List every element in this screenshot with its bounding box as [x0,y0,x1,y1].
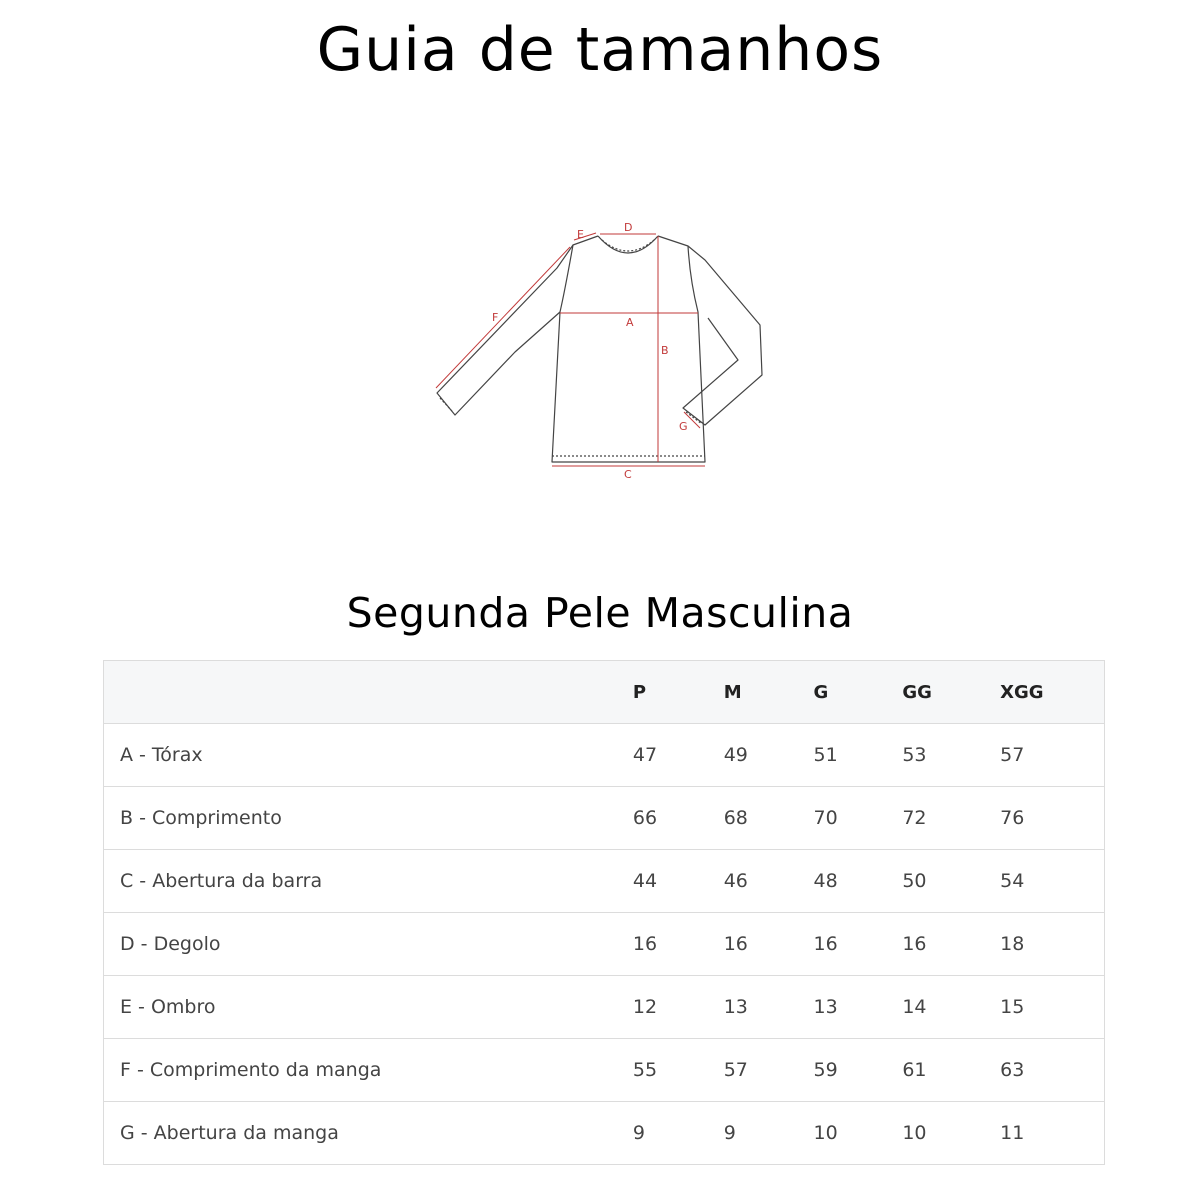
cell-value: 10 [814,1102,903,1165]
cell-value: 53 [902,724,1000,787]
cell-value: 76 [1000,787,1104,850]
cell-value: 9 [724,1102,814,1165]
cell-value: 70 [814,787,903,850]
cell-value: 50 [902,850,1000,913]
cell-value: 14 [902,976,1000,1039]
cell-value: 57 [724,1039,814,1102]
label-b: B [661,344,669,357]
cell-value: 16 [902,913,1000,976]
size-table [103,660,1105,1165]
cell-value: 59 [814,1039,903,1102]
cell-value: 12 [633,976,724,1039]
header-size-xgg: XGG [1000,661,1104,724]
header-size-p: P [633,661,724,724]
shirt-measurement-diagram [425,210,785,490]
label-d: D [624,221,633,234]
cell-value: 10 [902,1102,1000,1165]
cell-value: 48 [814,850,903,913]
cell-value: 49 [724,724,814,787]
label-e: E [577,228,584,241]
cell-value: 18 [1000,913,1104,976]
label-c: C [624,468,632,481]
cell-value: 72 [902,787,1000,850]
cell-value: 13 [724,976,814,1039]
cell-value: 63 [1000,1039,1104,1102]
header-measure [104,661,633,724]
cell-value: 11 [1000,1102,1104,1165]
table-row [104,724,1105,787]
cell-value: 46 [724,850,814,913]
cell-value: 47 [633,724,724,787]
table-header-row [104,661,1105,724]
row-label: B - Comprimento [104,787,633,850]
shirt-outline [437,236,762,462]
row-label: C - Abertura da barra [104,850,633,913]
label-g: G [679,420,688,433]
header-size-m: M [724,661,814,724]
cell-value: 16 [814,913,903,976]
table-row [104,850,1105,913]
cell-value: 54 [1000,850,1104,913]
cell-value: 16 [633,913,724,976]
cell-value: 68 [724,787,814,850]
cell-value: 13 [814,976,903,1039]
cell-value: 15 [1000,976,1104,1039]
row-label: D - Degolo [104,913,633,976]
cell-value: 16 [724,913,814,976]
row-label: G - Abertura da manga [104,1102,633,1165]
label-f: F [492,311,499,324]
header-size-gg: GG [902,661,1000,724]
label-a: A [626,316,634,329]
cell-value: 44 [633,850,724,913]
cell-value: 55 [633,1039,724,1102]
table-row [104,976,1105,1039]
cell-value: 61 [902,1039,1000,1102]
header-size-g: G [814,661,903,724]
table-row [104,1039,1105,1102]
row-label: A - Tórax [104,724,633,787]
table-row [104,913,1105,976]
product-name: Segunda Pele Masculina [346,589,854,637]
cell-value: 66 [633,787,724,850]
cell-value: 57 [1000,724,1104,787]
table-row [104,1102,1105,1165]
cell-value: 51 [814,724,903,787]
table-row [104,787,1105,850]
row-label: E - Ombro [104,976,633,1039]
row-label: F - Comprimento da manga [104,1039,633,1102]
page-title: Guia de tamanhos [316,15,884,85]
cell-value: 9 [633,1102,724,1165]
